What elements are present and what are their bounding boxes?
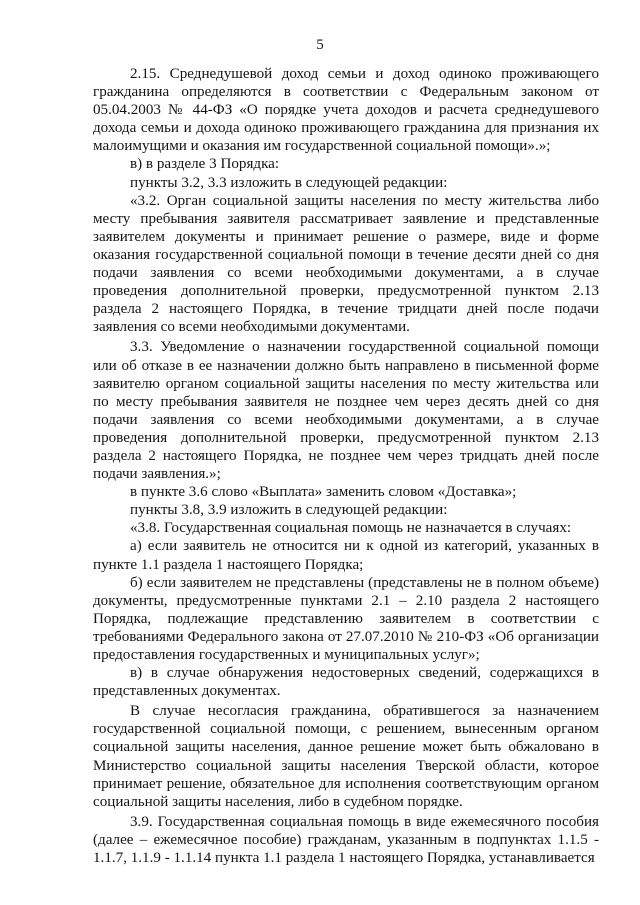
paragraph-3-8-b: б) если заявителем не представлены (представлены не в полном объеме) документы, предусмотренные пунктами 2.1 – 2.10 раздела 2 настоящего Порядка, подлежащие представлению заявителем в соответствии с требованиями Федерального закона от 27.07.2010 № 210-ФЗ «Об организации предоставления государственных и муниципальных услуг»; (93, 574, 599, 663)
document-body (93, 65, 599, 867)
paragraph-3-6-amendment: в пункте 3.6 слово «Выплата» заменить словом «Доставка»; (130, 484, 517, 501)
paragraph-3-3: 3.3. Уведомление о назначении государственной социальной помощи или об отказе в ее назначении должно быть направлено в письменной форме заявителю органом социальной защиты населения по месту жительства или по месту пребывания заявителя не позднее чем через десять дней со дня подачи заявления со всеми необходимыми документами, а в случае проведения дополнительной проверки, предусмотренной пунктом 2.13 раздела 2 настоящего Порядка, не позднее чем через тридцать дней после подачи заявления.»; (93, 339, 599, 483)
paragraph-3-8-a: а) если заявитель не относится ни к одной из категорий, указанных в пункте 1.1 раздела 1 настоящего Порядка; (93, 538, 599, 573)
paragraph-2-15: 2.15. Среднедушевой доход семьи и доход одиноко проживающего гражданина определяются в соответствии с Федеральным законом от 05.04.2003 № 44-ФЗ «О порядке учета доходов и расчета среднедушевого дохода семьи и дохода одиноко проживающего гражданина для признания их малоимущими и оказания им государственной социальной помощи».»; (93, 66, 599, 155)
paragraph-appeal: В случае несогласия гражданина, обратившегося за назначением государственной социальной помощи, с решением, вынесенным органом социальной защиты населения, данное решение может быть обжаловано в Министерство социальной защиты населения Тверской области, которое принимает решение, обязательное для исполнения соответствующим органом социальной защиты населения, либо в судебном порядке. (93, 703, 599, 810)
paragraph-3-8-v: в) в случае обнаружения недостоверных сведений, содержащихся в представленных документах. (93, 665, 599, 700)
paragraph-section-3-intro: в) в разделе 3 Порядка: (130, 156, 280, 173)
paragraph-3-9: 3.9. Государственная социальная помощь в виде ежемесячного пособия (далее – ежемесячное пособие) гражданам, указанным в подпунктах 1.1.5 - 1.1.7, 1.1.9 - 1.1.14 пункта 1.1 раздела 1 настоящего Порядка, устанавливается (93, 813, 599, 867)
paragraph-3-2-3-3-instruction: пункты 3.2, 3.3 изложить в следующей редакции: (130, 174, 448, 191)
paragraph-3-2: «3.2. Орган социальной защиты населения по месту жительства либо месту пребывания заявителя рассматривает заявление и представленные заявителем документы и принимает решение о размере, виде и форме оказания государственной социальной помощи в течение десяти дней со дня подачи заявления со всеми необходимыми документами, а в случае проведения дополнительной проверки, предусмотренной пунктом 2.13 раздела 2 настоящего Порядка, в течение тридцати дней после подачи заявления со всеми необходимыми документами. (93, 192, 599, 336)
paragraph-3-8-3-9-instruction: пункты 3.8, 3.9 изложить в следующей редакции: (130, 502, 448, 519)
page-number: 5 (316, 37, 324, 53)
paragraph-3-8: «3.8. Государственная социальная помощь не назначается в случаях: (130, 520, 572, 537)
